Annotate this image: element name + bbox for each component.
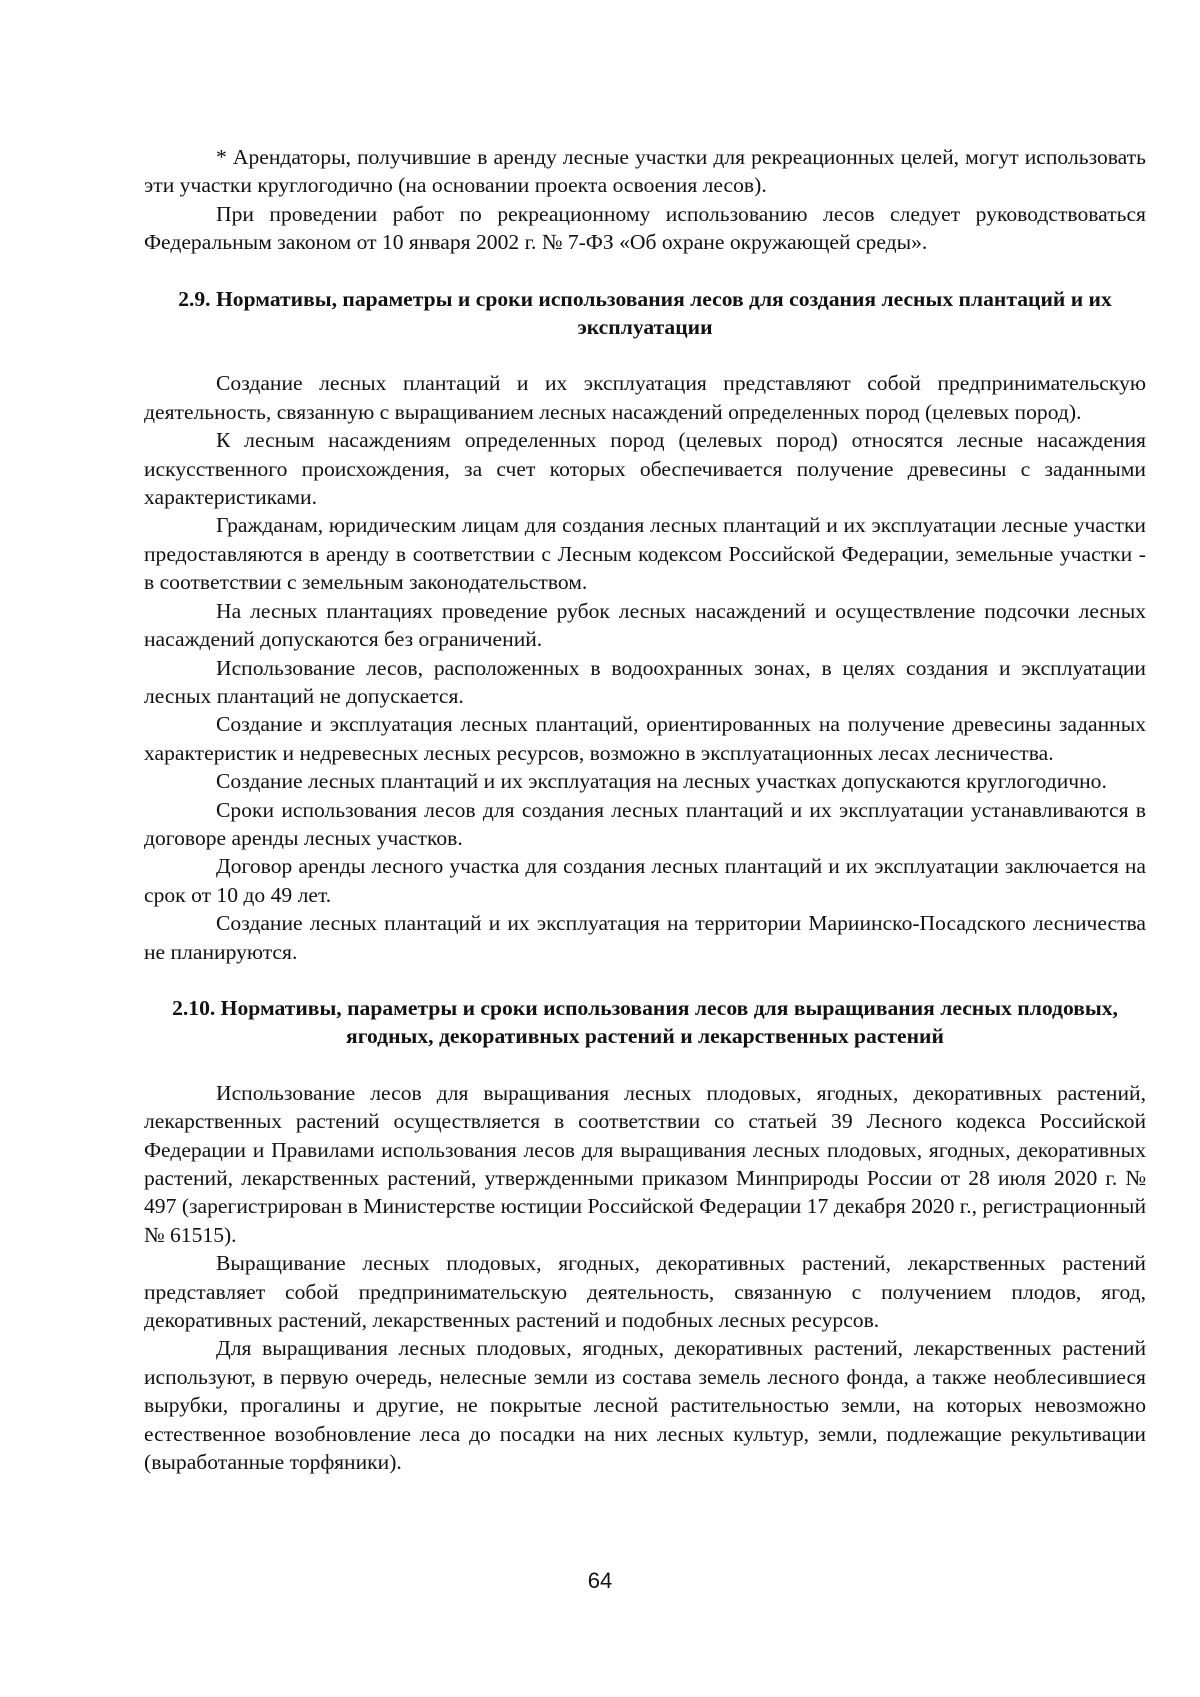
section-2-10-paragraph: Использование лесов для выращивания лесных плодовых, ягодных, декоративных растений, лекарственных растений осуществляется в соответствии со статьей 39 Лесного кодекса Российской Федерации и Правилами использования лесов для выращивания лесных плодовых, ягодных, декоративных растений, лекарственных растений, утвержденными приказом Минприроды России от 28 июля 2020 г. № 497 (зарегистрирован в Министерстве юстиции Российской Федерации 17 декабря 2020 г., регистрационный № 61515). [144, 1080, 1146, 1247]
page-body [144, 143, 1146, 1476]
section-2-10-paragraph: Выращивание лесных плодовых, ягодных, декоративных растений, лекарственных растений представляет собой предпринимательскую деятельность, связанную с получением плодов, ягод, декоративных растений, лекарственных растений и подобных лесных ресурсов. [144, 1251, 1146, 1333]
intro-paragraph-2: При проведении работ по рекреационному использованию лесов следует руководствоваться Федеральным законом от 10 января 2002 г. № 7-ФЗ «Об охране окружающей среды». [144, 201, 1146, 255]
section-2-9-paragraph: Создание и эксплуатация лесных плантаций, ориентированных на получение древесины заданных характеристик и недревесных лесных ресурсов, возможно в эксплуатационных лесах лесничества. [144, 712, 1146, 765]
section-2-10-heading: 2.10. Нормативы, параметры и сроки использования лесов для выращивания лесных плодовых, ягодных, декоративных растений и лекарственных растений [172, 995, 1118, 1049]
section-2-9-heading: 2.9. Нормативы, параметры и сроки использования лесов для создания лесных плантаций и их эксплуатации [178, 286, 1112, 340]
section-2-9-paragraph: Создание лесных плантаций и их эксплуатация представляют собой предпринимательскую деятельность, связанную с выращиванием лесных насаждений определенных пород (целевых пород). [144, 371, 1146, 424]
page-number: 64 [587, 1568, 613, 1593]
section-2-9-paragraph: Использование лесов, расположенных в водоохранных зонах, в целях создания и эксплуатации лесных плантаций не допускается. [144, 655, 1146, 708]
section-2-9-paragraph: Создание лесных плантаций и их эксплуатация на территории Мариинско-Посадского лесничества не планируются. [144, 911, 1146, 964]
section-2-10-paragraph: Для выращивания лесных плодовых, ягодных, декоративных растений, лекарственных растений используют, в первую очередь, нелесные земли из состава земель лесного фонда, а также необлесившиеся вырубки, прогалины и другие, не покрытые лесной растительностью земли, на которых невозможно естественное возобновление леса до посадки на них лесных культур, земли, подлежащие рекультивации (выработанные торфяники). [144, 1336, 1146, 1475]
section-2-9-paragraph: Сроки использования лесов для создания лесных плантаций и их эксплуатации устанавливаются в договоре аренды лесных участков. [144, 797, 1146, 850]
section-2-9-paragraph: Создание лесных плантаций и их эксплуатация на лесных участках допускаются круглогодично. [216, 769, 1107, 794]
section-2-9-paragraph: К лесным насаждениям определенных пород (целевых пород) относятся лесные насаждения искусственного происхождения, за счет которых обеспечивается получение древесины с заданными характеристиками. [144, 428, 1146, 510]
section-2-9-paragraph: Гражданам, юридическим лицам для создания лесных плантаций и их эксплуатации лесные участки предоставляются в аренду в соответствии с Лесным кодексом Российской Федерации, земельные участки - в соответствии с земельным законодательством. [144, 513, 1146, 595]
section-2-9-paragraph: Договор аренды лесного участка для создания лесных плантаций и их эксплуатации заключается на срок от 10 до 49 лет. [144, 854, 1146, 907]
section-2-9-paragraph: На лесных плантациях проведение рубок лесных насаждений и осуществление подсочки лесных насаждений допускаются без ограничений. [144, 598, 1146, 652]
intro-paragraph-1: * Арендаторы, получившие в аренду лесные участки для рекреационных целей, могут использовать эти участки круглогодично (на основании проекта освоения лесов). [144, 145, 1146, 198]
